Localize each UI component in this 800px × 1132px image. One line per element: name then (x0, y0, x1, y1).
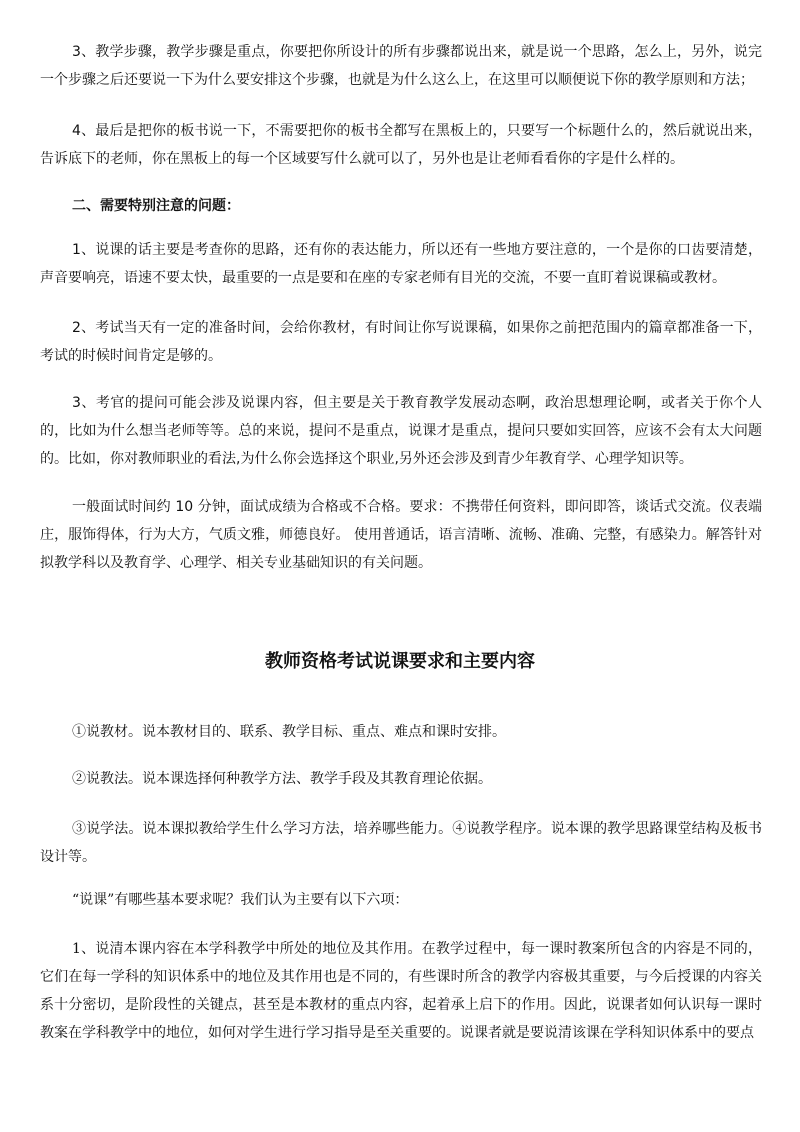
page-title: 教师资格考试说课要求和主要内容 (265, 651, 535, 672)
paragraph-item-3-4: ③说学法。说本课拟教给学生什么学习方法，培养哪些能力。④说教学程序。说本课的教学思路课堂结构及板书设计等。 (40, 821, 762, 865)
paragraph-requirement-1: 1、说清本课内容在本学科教学中所处的地位及其作用。在教学过程中，每一课时教案所包含的内容是不同的，它们在每一学科的知识体系中的地位及其作用也是不同的，有些课时所含的教学内容极其重要，与今后授课的内容关系十分密切，是阶段性的关键点，甚至是本教材的重点内容，起着承上启下的作用。因此，说课者如何认识每一课时教案在学科教学中的地位，如何对学生进行学习指导是至关重要的。说课者就是要说清该课在学科知识体系中的要点 (40, 941, 762, 1041)
paragraph-interview-info: 一般面试时间约 10 分钟，面试成绩为合格或不合格。要求：不携带任何资料，即问即答，谈话式交流。仪表端庄，服饰得体，行为大方，气质文雅，师德良好。 使用普通话，语言清晰、流畅、准确、完整，有感染力。解答针对拟教学科以及教育学、心理学、相关专业基础知识的有关问题。 (40, 499, 762, 571)
section-heading-special-notes: 二、需要特别注意的问题： (72, 198, 240, 214)
paragraph-item-1: ①说教材。说本教材目的、联系、教学目标、重点、难点和课时安排。 (72, 724, 506, 740)
paragraph-requirements-intro: “说课”有哪些基本要求呢？我们认为主要有以下六项： (72, 892, 409, 908)
paragraph-note-3: 3、考官的提问可能会涉及说课内容，但主要是关于教育教学发展动态啊，政治思想理论啊，或者关于你个人的，比如为什么想当老师等等。总的来说，提问不是重点，说课才是重点，提问只要如实回答，应该不会有太大问题的。比如，你对教师职业的看法,为什么你会选择这个职业,另外还会涉及到青少年教育学、心理学知识等。 (40, 395, 762, 467)
paragraph-note-2: 2、考试当天有一定的准备时间，会给你教材，有时间让你写说课稿，如果你之前把范围内的篇章都准备一下，考试的时候时间肯定是够的。 (40, 320, 762, 364)
paragraph-step-3: 3、教学步骤，教学步骤是重点，你要把你所设计的所有步骤都说出来，就是说一个思路，怎么上，另外，说完一个步骤之后还要说一下为什么要安排这个步骤，也就是为什么这么上，在这里可以顺便说下你的教学原则和方法； (40, 44, 762, 88)
paragraph-item-2: ②说教法。说本课选择何种教学方法、教学手段及其教育理论依据。 (72, 771, 492, 787)
paragraph-note-1: 1、说课的话主要是考查你的思路，还有你的表达能力，所以还有一些地方要注意的，一个是你的口齿要清楚，声音要响亮，语速不要太快，最重要的一点是要和在座的专家老师有目光的交流，不要一直盯着说课稿或教材。 (40, 242, 762, 286)
paragraph-step-4: 4、最后是把你的板书说一下，不需要把你的板书全都写在黑板上的，只要写一个标题什么的，然后就说出来，告诉底下的老师，你在黑板上的每一个区域要写什么就可以了，另外也是让老师看看你的字是什么样的。 (40, 123, 762, 167)
